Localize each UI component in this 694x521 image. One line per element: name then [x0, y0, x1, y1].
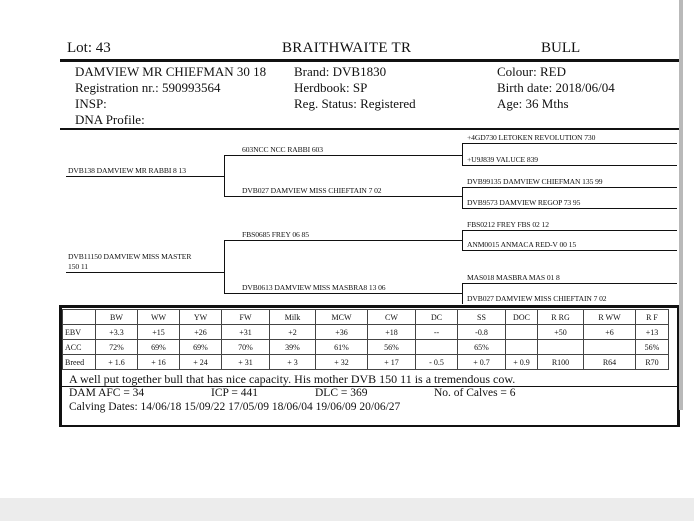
ped-line	[462, 283, 677, 284]
dna-profile: DNA Profile:	[75, 112, 145, 127]
table-cell: ACC	[63, 340, 96, 355]
pedigree-dam-cont: 150 11	[68, 262, 89, 271]
table-header: DC	[416, 310, 458, 325]
table-header: BW	[96, 310, 138, 325]
pedigree-gg-1: +4GD730 LETOKEN REVOLUTION 730	[467, 133, 596, 142]
table-header	[63, 310, 96, 325]
table-cell: + 32	[316, 355, 368, 370]
pedigree-dam: DVB11150 DAMVIEW MISS MASTER	[68, 252, 192, 261]
ped-line	[224, 155, 225, 196]
table-row-ebv	[63, 325, 669, 340]
table-cell: 65%	[458, 340, 506, 355]
ped-line	[462, 250, 677, 251]
animal-sex: BULL	[541, 40, 581, 56]
table-cell: - 0.5	[416, 355, 458, 370]
table-header: R F	[636, 310, 669, 325]
table-cell: + 31	[222, 355, 270, 370]
table-cell: 69%	[138, 340, 180, 355]
table-cell: 39%	[270, 340, 316, 355]
table-cell	[506, 325, 538, 340]
table-cell: + 24	[180, 355, 222, 370]
dam-icp: ICP = 441	[211, 387, 258, 399]
table-cell: +18	[368, 325, 416, 340]
table-cell: +2	[270, 325, 316, 340]
animal-name: DAMVIEW MR CHIEFMAN 30 18	[75, 64, 267, 79]
ped-line	[224, 240, 225, 293]
table-cell: R70	[636, 355, 669, 370]
table-cell	[416, 340, 458, 355]
pedigree-sire: DVB138 DAMVIEW MR RABBI 8 13	[68, 166, 186, 175]
table-cell: +6	[584, 325, 636, 340]
table-cell: + 16	[138, 355, 180, 370]
ebv-table	[62, 309, 669, 370]
stats-box-top	[60, 305, 680, 308]
table-cell: + 17	[368, 355, 416, 370]
table-cell: R64	[584, 355, 636, 370]
dam-afc: DAM AFC = 34	[69, 387, 145, 399]
pedigree-dam-sire: FBS0685 FREY 06 85	[242, 230, 309, 239]
ped-line	[462, 143, 463, 165]
table-cell	[584, 340, 636, 355]
birth-date: Birth date: 2018/06/04	[497, 80, 615, 95]
table-cell	[538, 340, 584, 355]
table-cell	[506, 340, 538, 355]
ped-line	[240, 155, 462, 156]
table-cell: +36	[316, 325, 368, 340]
table-cell: + 0.9	[506, 355, 538, 370]
pedigree-gg-8: DVB027 DAMVIEW MISS CHIEFTAIN 7 02	[467, 294, 607, 303]
pedigree-gg-5: FBS0212 FREY FBS 02 12	[467, 220, 549, 229]
table-header: DOC	[506, 310, 538, 325]
table-cell: + 0.7	[458, 355, 506, 370]
ped-line	[462, 187, 463, 208]
table-cell: +26	[180, 325, 222, 340]
table-row-acc	[63, 340, 669, 355]
table-cell: 56%	[368, 340, 416, 355]
table-cell: +50	[538, 325, 584, 340]
table-cell: +15	[138, 325, 180, 340]
ped-line	[462, 230, 677, 231]
page-bottom-margin	[0, 498, 694, 521]
table-cell: + 1.6	[96, 355, 138, 370]
table-header: Milk	[270, 310, 316, 325]
table-cell: Breed	[63, 355, 96, 370]
table-cell: 56%	[636, 340, 669, 355]
page-edge-shadow	[679, 0, 683, 410]
dam-calves: No. of Calves = 6	[434, 387, 516, 399]
brand: Brand: DVB1830	[294, 64, 387, 79]
table-cell: 61%	[316, 340, 368, 355]
comment: A well put together bull that has nice capacity. His mother DVB 150 11 is a tremendous cow.	[69, 372, 516, 386]
lot-number: Lot: 43	[67, 40, 111, 56]
table-header: CW	[368, 310, 416, 325]
table-cell: --	[416, 325, 458, 340]
table-header: SS	[458, 310, 506, 325]
dam-dlc: DLC = 369	[315, 387, 368, 399]
ped-line	[462, 143, 677, 144]
table-cell: +13	[636, 325, 669, 340]
pedigree-gg-3: DVB99135 DAMVIEW CHIEFMAN 135 99	[467, 177, 603, 186]
colour: Colour: RED	[497, 64, 566, 79]
table-header: YW	[180, 310, 222, 325]
registration-status: Reg. Status: Registered	[294, 96, 416, 111]
ped-line	[462, 165, 677, 166]
table-cell: 72%	[96, 340, 138, 355]
age: Age: 36 Mths	[497, 96, 569, 111]
owner-name: BRAITHWAITE TR	[282, 40, 412, 56]
insp: INSP:	[75, 96, 107, 111]
ped-line	[462, 187, 677, 188]
comment-rule	[62, 386, 677, 387]
table-cell: 69%	[180, 340, 222, 355]
table-header: WW	[138, 310, 180, 325]
dam-calving-dates: Calving Dates: 14/06/18 15/09/22 17/05/09 18/06/04 19/06/09 20/06/27	[69, 401, 401, 413]
info-rule	[60, 128, 680, 130]
pedigree-sire-dam: DVB027 DAMVIEW MISS CHIEFTAIN 7 02	[242, 186, 382, 195]
table-header: R WW	[584, 310, 636, 325]
ped-line	[240, 240, 462, 241]
ped-line	[462, 283, 463, 304]
pedigree-dam-dam: DVB0613 DAMVIEW MISS MASBRA8 13 06	[242, 283, 386, 292]
pedigree-gg-7: MAS018 MASBRA MAS 01 8	[467, 273, 560, 282]
ped-line	[224, 293, 240, 294]
pedigree-sire-sire: 603NCC NCC RABBI 603	[242, 145, 323, 154]
table-header: FW	[222, 310, 270, 325]
pedigree-gg-4: DVB9573 DAMVIEW REGOP 73 95	[467, 198, 581, 207]
table-row-breed	[63, 355, 669, 370]
ped-line	[462, 230, 463, 250]
table-cell: + 3	[270, 355, 316, 370]
table-cell: EBV	[63, 325, 96, 340]
ped-line	[224, 155, 240, 156]
table-cell: 70%	[222, 340, 270, 355]
registration-number: Registration nr.: 590993564	[75, 80, 221, 95]
ped-line	[66, 272, 224, 273]
table-header-row	[63, 310, 669, 325]
stats-box-bottom	[60, 425, 680, 427]
table-header: MCW	[316, 310, 368, 325]
ped-line	[224, 196, 240, 197]
table-header: R RG	[538, 310, 584, 325]
table-cell: R100	[538, 355, 584, 370]
ped-line	[66, 176, 224, 177]
ped-line	[462, 208, 677, 209]
table-cell: +31	[222, 325, 270, 340]
table-cell: -0.8	[458, 325, 506, 340]
header-rule	[60, 59, 680, 62]
ped-line	[240, 293, 462, 294]
ped-line	[224, 240, 240, 241]
herdbook: Herdbook: SP	[294, 80, 368, 95]
pedigree-gg-6: ANM0015 ANMACA RED-V 00 15	[467, 240, 577, 249]
pedigree-gg-2: +U9J839 VALUCE 839	[467, 155, 538, 164]
table-cell: +3.3	[96, 325, 138, 340]
ped-line	[240, 196, 462, 197]
